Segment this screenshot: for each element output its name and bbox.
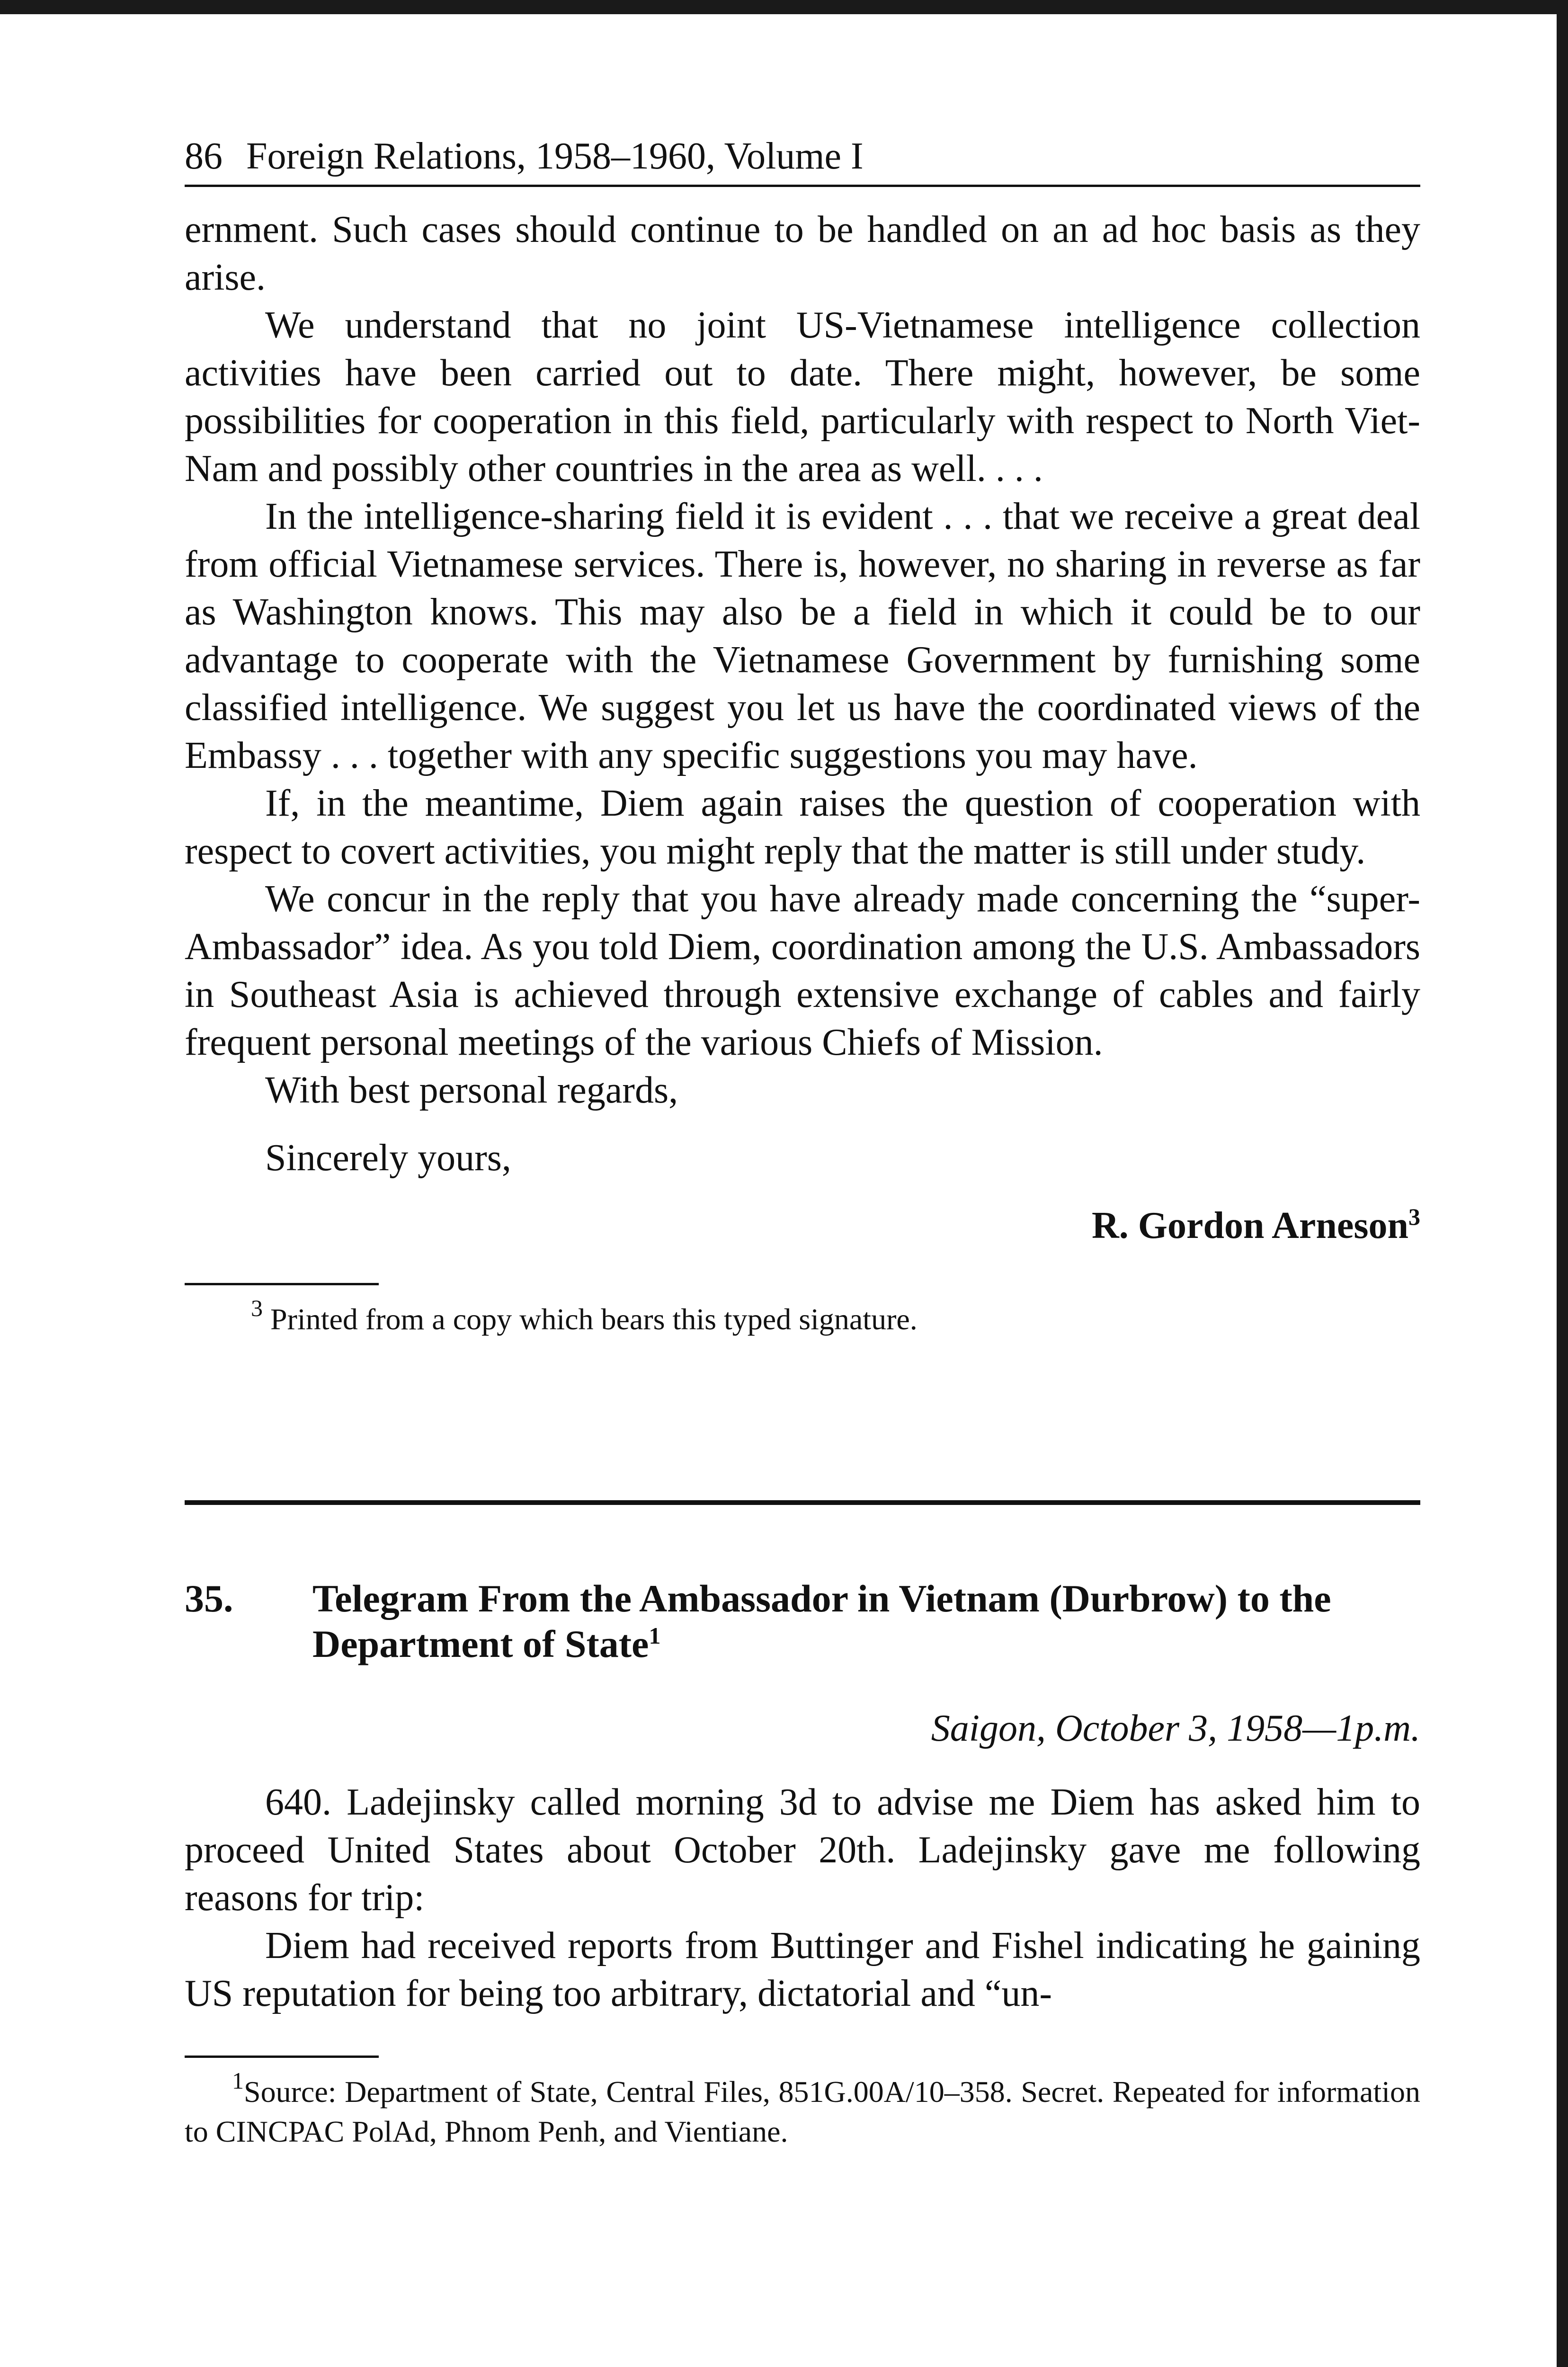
footnote-text: Source: Department of State, Central Files, 851G.00A/10–358. Secret. Repeated for information to CINCPAC PolAd, Phnom Penh, and Vientiane. [185, 2075, 1420, 2148]
footnote-text: Printed from a copy which bears this typed signature. [270, 1302, 918, 1336]
document-heading [185, 1576, 1420, 1667]
regards-line: With best personal regards, [265, 1069, 678, 1111]
body-paragraph: 640. Ladejinsky called morning 3d to advise me Diem has asked him to proceed United States about October 20th. Ladejinsky gave me following reasons for trip: [185, 1781, 1420, 1919]
footnote-ref: 1 [649, 1622, 661, 1649]
signature-name: R. Gordon Arneson [1092, 1205, 1408, 1246]
footnote-mark: 3 [251, 1295, 263, 1321]
body-paragraph: Diem had received reports from Buttinger and Fishel indicating he gaining US reputation for being too arbitrary, dictatorial and “un- [185, 1925, 1420, 2014]
footnote-mark: 1 [232, 2067, 244, 2094]
body-paragraph: We understand that no joint US-Vietnamese intelligence collection activities have been carried out to date. There might, however, be some possibilities for cooperation in this field, particularly with respect to North Viet-Nam and possibly other countries in the area as well. . . . [185, 304, 1420, 489]
running-head [185, 133, 1420, 187]
footnote-rule [185, 2056, 379, 2058]
footnote [185, 2067, 1420, 2152]
body-paragraph: ernment. Such cases should continue to be handled on an ad hoc basis as they arise. [185, 209, 1420, 298]
continued-document [185, 206, 1420, 1339]
document-number: 35. [185, 1577, 233, 1620]
signature [185, 1202, 1420, 1250]
closing-line: Sincerely yours, [265, 1137, 511, 1179]
document-title [312, 1576, 1420, 1667]
footnote-ref: 3 [1408, 1203, 1420, 1230]
page-number: 86 [185, 135, 223, 177]
body-paragraph: If, in the meantime, Diem again raises the question of cooperation with respect to covert activities, you might reply that the matter is still under study. [185, 783, 1420, 872]
body-paragraph: We concur in the reply that you have already made concerning the “super-Ambassador” idea. As you told Diem, coordination among the U.S. Ambassadors in Southeast Asia is achieved through extensive exchange of cables and fairly frequent personal meetings of the various Chiefs of Mission. [185, 878, 1420, 1063]
footnote-rule [185, 1283, 379, 1285]
scan-edge-right [1557, 0, 1568, 2367]
volume-title: Foreign Relations, 1958–1960, Volume I [246, 135, 864, 177]
footnote [185, 1295, 1420, 1339]
scan-edge-top [0, 0, 1568, 14]
body-paragraph: In the intelligence-sharing field it is evident . . . that we receive a great deal from official Vietnamese services. There is, however, no sharing in reverse as far as Washington knows. This may also be a field in which it could be to our advantage to cooperate with the Vietnamese Government by furnishing some classified intelligence. We suggest you let us have the coordinated views of the Embassy . . . together with any specific suggestions you may have. [185, 496, 1420, 776]
dateline: Saigon, October 3, 1958—1p.m. [931, 1708, 1420, 1749]
document-title-text: Telegram From the Ambassador in Vietnam (Durbrow) to the Department of State [312, 1577, 1331, 1665]
book-page [185, 133, 1420, 2152]
document-separator-rule [185, 1500, 1420, 1505]
